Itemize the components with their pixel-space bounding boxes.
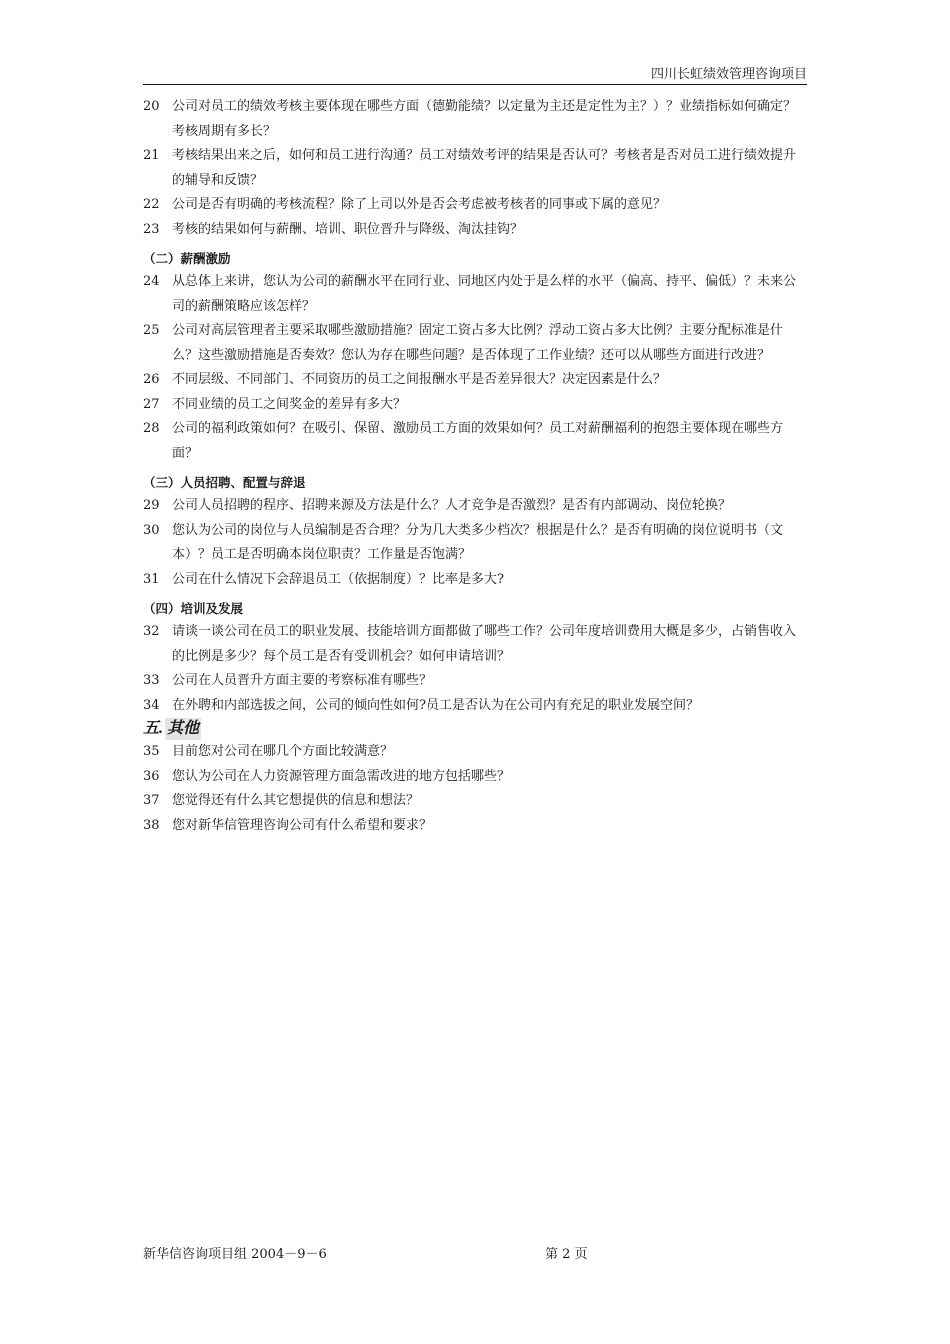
question-number: 25: [143, 323, 160, 338]
question-item: [143, 789, 807, 814]
question-number: 31: [143, 571, 160, 587]
question-number: 21: [143, 148, 160, 163]
section-heading-recruitment: （三）人员招聘、配置与辞退: [143, 475, 306, 490]
question-number: 27: [143, 396, 160, 412]
question-number: 22: [143, 197, 160, 212]
question-item: [143, 814, 807, 839]
page-header: 四川长虹绩效管理咨询项目: [143, 66, 807, 85]
question-text: 公司对高层管理者主要采取哪些激励措施？固定工资占多大比例？浮动工资占多大比例？主要分配标准是什么？这些激励措施是否奏效？您认为存在哪些问题？是否体现了工作业绩？还可以从哪些方面进行改进？: [172, 323, 784, 363]
question-item: [143, 519, 807, 568]
question-text: 您认为公司的岗位与人员编制是否合理？分为几大类多少档次？根据是什么？是否有明确的岗位说明书（文本）？员工是否明确本岗位职责？工作量是否饱满？: [172, 522, 784, 562]
question-number: 26: [143, 372, 160, 387]
question-text: 目前您对公司在哪几个方面比较满意？: [172, 744, 394, 759]
question-number: 28: [143, 421, 160, 436]
question-text: 您认为公司在人力资源管理方面急需改进的地方包括哪些？: [172, 768, 511, 784]
questionnaire-content: [143, 95, 807, 838]
question-number: 20: [143, 99, 160, 114]
question-number: 33: [143, 673, 160, 688]
question-item: [143, 620, 807, 669]
section-heading-compensation: （二）薪酬激励: [143, 251, 231, 266]
question-number: 38: [143, 817, 160, 833]
footer-project-group: 新华信咨询项目组 2004－9－6: [143, 1247, 327, 1262]
question-item: [143, 95, 807, 144]
question-item: [143, 694, 807, 719]
part-name: 其他: [165, 718, 201, 740]
part-heading-other: [143, 718, 807, 740]
question-item: [143, 417, 807, 466]
question-item: [143, 765, 807, 790]
question-item: [143, 144, 807, 193]
question-text: 您对新华信管理咨询公司有什么希望和要求？: [172, 817, 433, 833]
question-item: [143, 193, 807, 218]
question-number: 30: [143, 522, 160, 538]
question-text: 公司人员招聘的程序、招聘来源及方法是什么？人才竞争是否激烈？是否有内部调动、岗位轮换？: [172, 498, 732, 513]
part-label: 五.: [143, 720, 164, 737]
question-number: 34: [143, 697, 160, 713]
question-item: [143, 568, 807, 593]
question-text: 请谈一谈公司在员工的职业发展、技能培训方面都做了哪些工作？公司年度培训费用大概是多少，占销售收入的比例是多少？每个员工是否有受训机会？如何申请培训？: [172, 624, 797, 664]
question-text: 考核结果出来之后，如何和员工进行沟通？员工对绩效考评的结果是否认可？考核者是否对员工进行绩效提升的辅导和反馈？: [172, 148, 797, 188]
question-item: [143, 319, 807, 368]
question-number: 23: [143, 221, 160, 237]
question-text: 不同业绩的员工之间奖金的差异有多大？: [172, 396, 407, 412]
question-item: [143, 218, 807, 243]
question-text: 不同层级、不同部门、不同资历的员工之间报酬水平是否差异很大？决定因素是什么？: [172, 372, 667, 387]
question-text: 考核的结果如何与薪酬、培训、职位晋升与降级、淘汰挂钩？: [172, 221, 524, 237]
question-text: 您觉得还有什么其它想提供的信息和想法？: [172, 793, 420, 808]
question-item: [143, 669, 807, 694]
question-text: 公司对员工的绩效考核主要体现在哪些方面（德勤能绩？以定量为主还是定性为主？）？业绩指标如何确定？考核周期有多长？: [172, 99, 797, 139]
question-item: [143, 494, 807, 519]
question-number: 32: [143, 624, 160, 639]
question-text: 公司的福利政策如何？在吸引、保留、激励员工方面的效果如何？员工对薪酬福利的抱怨主要体现在哪些方面？: [172, 421, 784, 461]
question-number: 37: [143, 793, 160, 808]
question-number: 29: [143, 498, 160, 513]
question-text: 公司在什么情况下会辞退员工（依据制度）？比率是多大?: [172, 571, 504, 587]
question-text: 从总体上来讲，您认为公司的薪酬水平在同行业、同地区内处于是么样的水平（偏高、持平、偏低）？未来公司的薪酬策略应该怎样？: [172, 274, 797, 314]
question-item: [143, 393, 807, 418]
question-text: 公司在人员晋升方面主要的考察标准有哪些？: [172, 673, 433, 688]
question-number: 35: [143, 744, 160, 759]
question-item: [143, 740, 807, 765]
question-text: 在外聘和内部选拔之间，公司的倾向性如何?员工是否认为在公司内有充足的职业发展空间？: [172, 697, 699, 713]
question-item: [143, 270, 807, 319]
question-text: 公司是否有明确的考核流程？除了上司以外是否会考虑被考核者的同事或下属的意见？: [172, 197, 667, 212]
question-item: [143, 368, 807, 393]
section-heading-training: （四）培训及发展: [143, 601, 244, 616]
question-number: 36: [143, 768, 160, 784]
question-number: 24: [143, 274, 160, 289]
footer-page-number: 第 2 页: [545, 1247, 588, 1262]
